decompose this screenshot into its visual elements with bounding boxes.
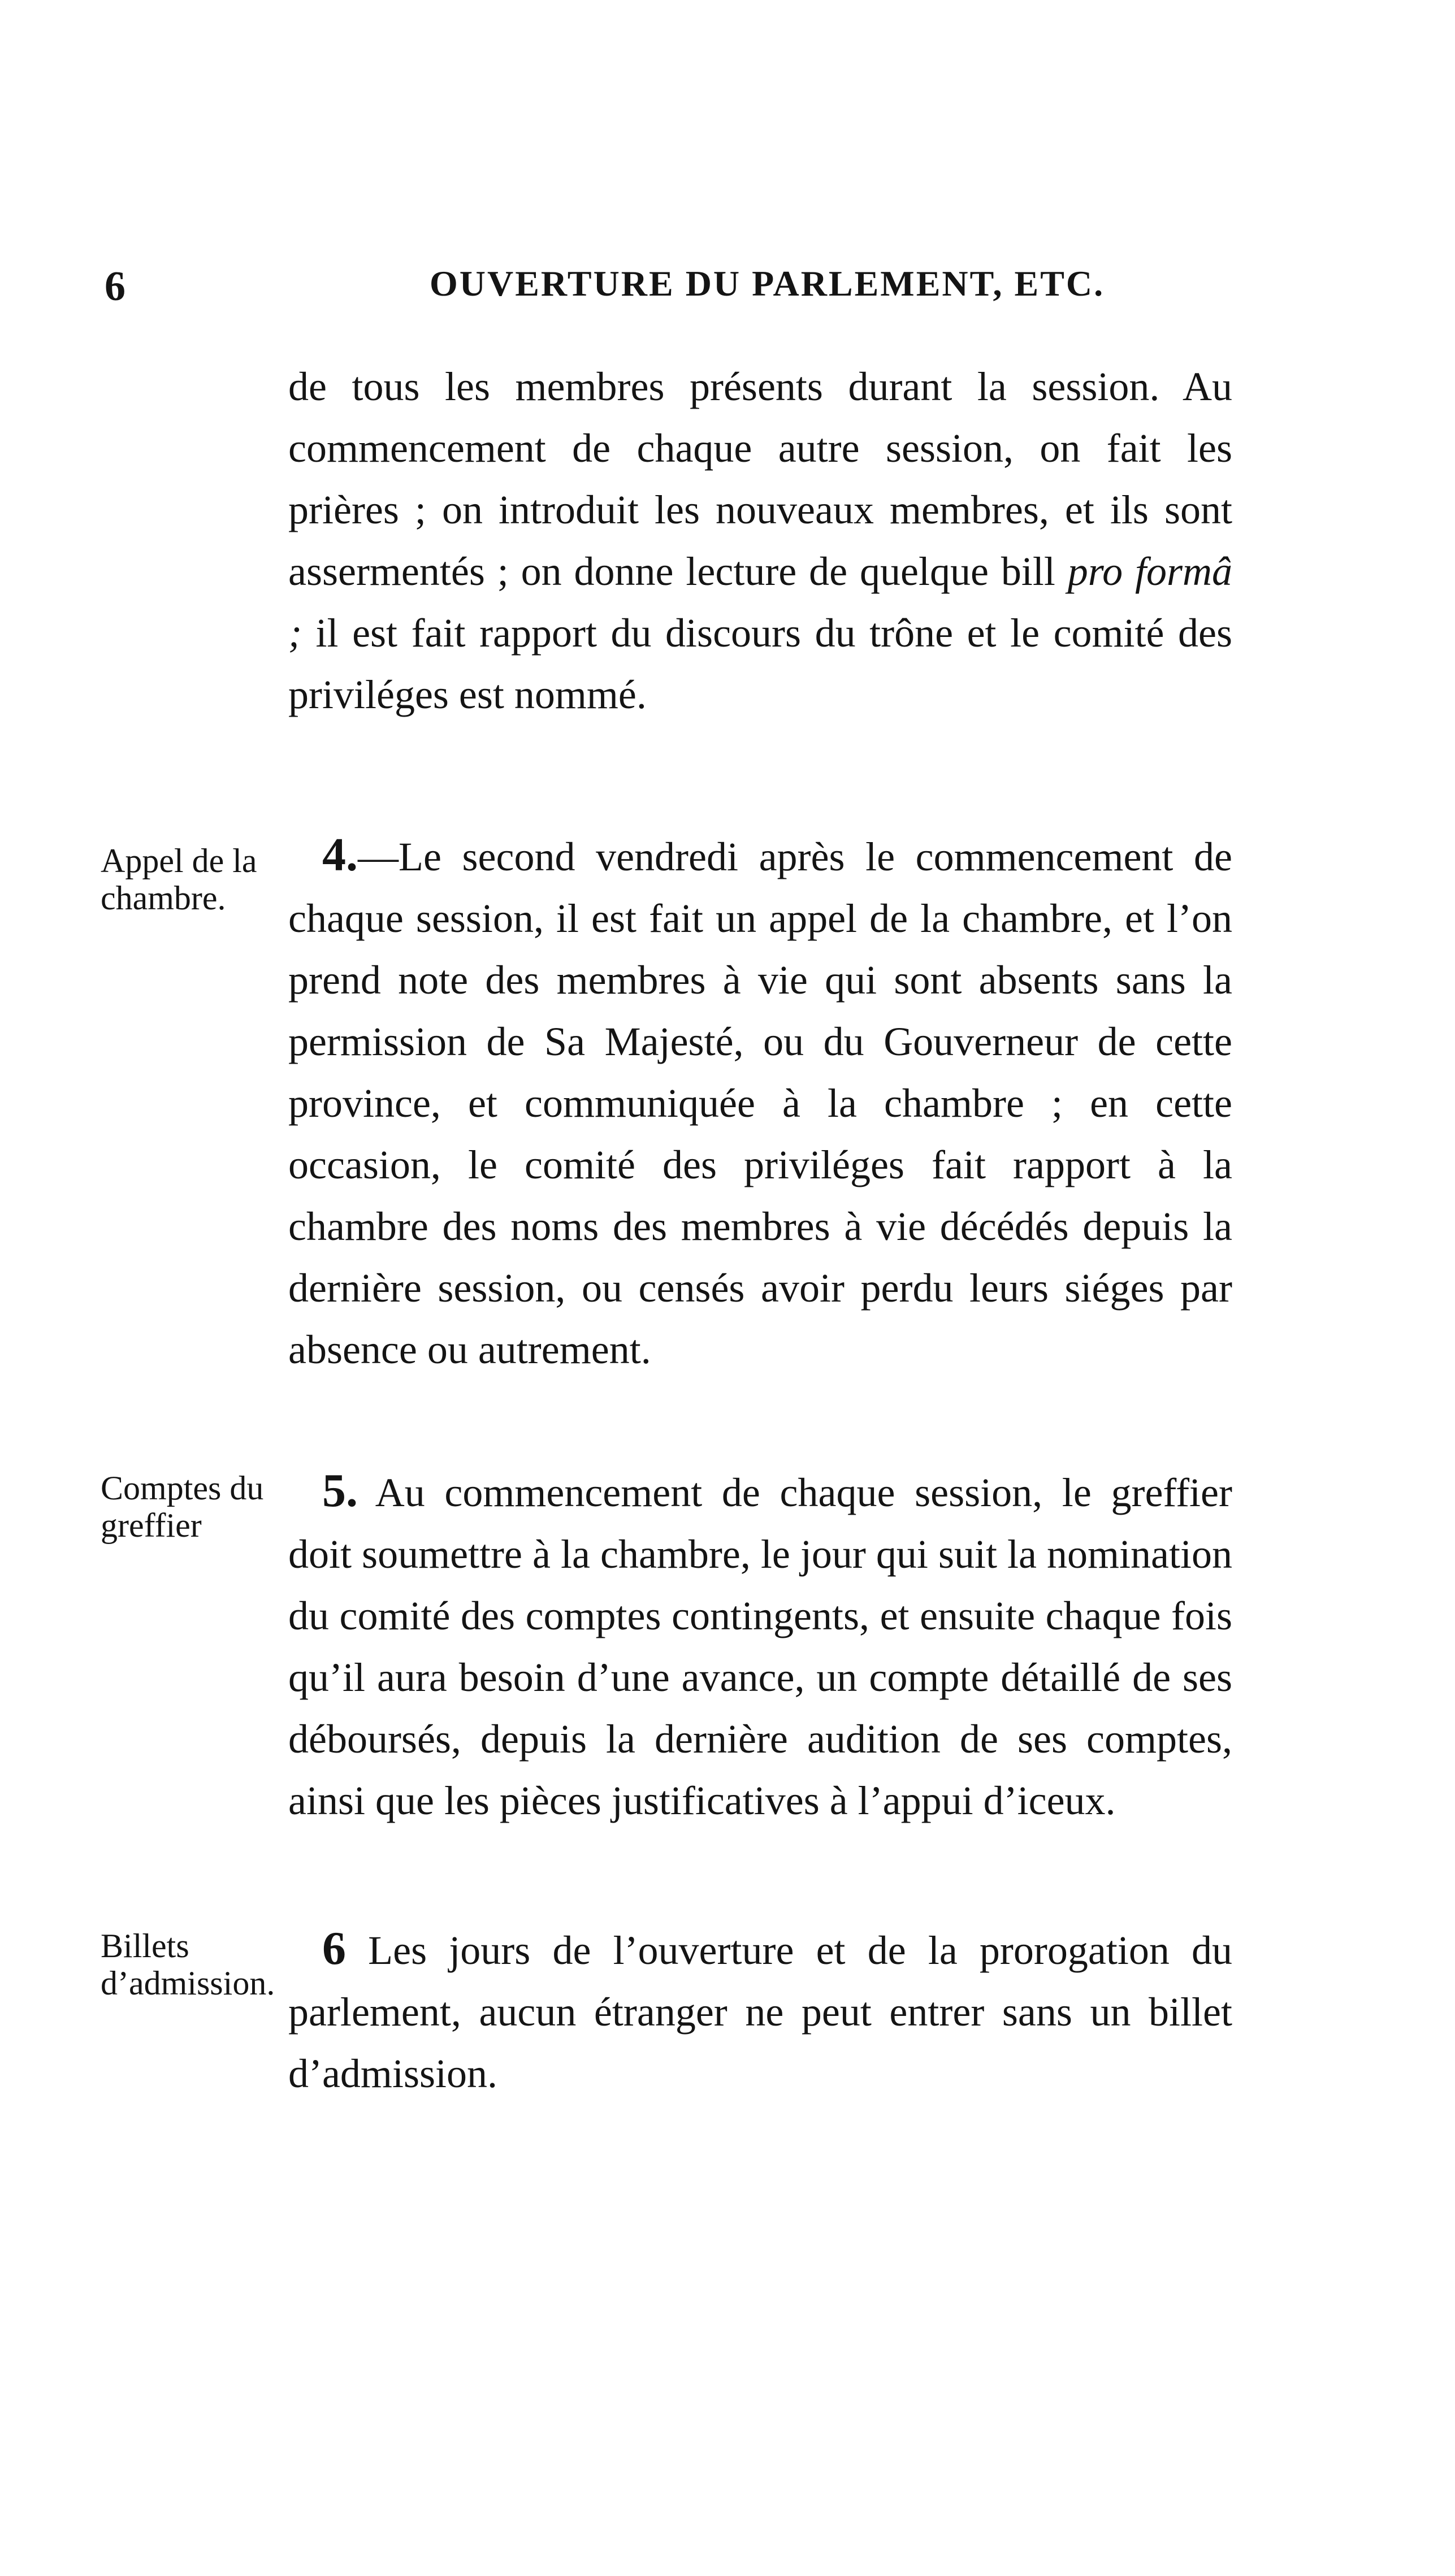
margin-note-section-4: Appel de la chambre. (101, 842, 257, 917)
section-6-text: Les jours de l’ouverture et de la prorogation du parlement, aucun étranger ne peut entrer sans un billet d’admission. (288, 1928, 1233, 2096)
section-5-text: Au commencement de chaque session, le greffier doit soumettre à la chambre, le jour qui suit la nomination du comité des comptes contingents, et ensuite chaque fois qu’il aura besoin d’une avance, un compte détaillé de ses déboursés, depuis la dernière audition de ses comptes, ainsi que les pièces justificatives à l’appui d’iceux. (288, 1470, 1232, 1823)
section-4-text: —Le second vendredi après le commencement de chaque session, il est fait un appel de la chambre, et l’on prend note des membres à vie qui sont absents sans la permission de Sa Majesté, ou du Gouverneur de cette province, et communiquée à la chambre ; en cette occasion, le comité des priviléges fait rapport à la chambre des noms des membres à vie décédés depuis la dernière session, ou censés avoir perdu leurs siéges par absence ou autrement. (288, 834, 1232, 1372)
section-number-4: 4. (322, 829, 358, 881)
margin-note-section-6: Billets d’admission. (101, 1927, 275, 2002)
page-number: 6 (105, 263, 125, 310)
continuation-italic-phrase: pro formâ ; (288, 549, 1233, 656)
continuation-end-text: il est fait rapport du discours du trône et le comité des priviléges est nommé. (288, 610, 1232, 717)
section-5-paragraph (288, 1460, 1232, 1832)
section-4-paragraph (288, 824, 1232, 1381)
section-number-6: 6 (322, 1922, 346, 1975)
continuation-paragraph (288, 356, 1232, 726)
section-6-paragraph (288, 1918, 1232, 2105)
section-number-5: 5. (322, 1464, 358, 1517)
running-head: OUVERTURE DU PARLEMENT, ETC. (430, 263, 1105, 303)
margin-note-section-5: Comptes du greffier (101, 1469, 264, 1544)
continuation-text: de tous les membres présents durant la session. Au commencement de chaque autre session, on fait les prières ; on introduit les nouveaux membres, et ils sont assermentés ; on donne lecture de quelque bill (288, 364, 1232, 594)
